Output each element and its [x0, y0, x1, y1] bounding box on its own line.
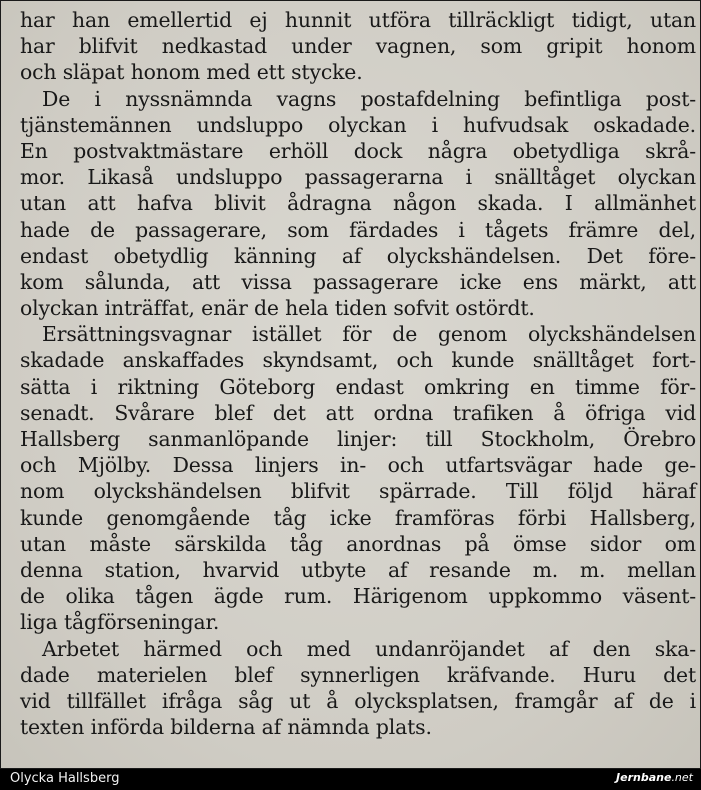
text-line: kunde genomgående tåg icke framföras förbi Hallsberg, — [20, 505, 696, 530]
text-line: liga tågförseningar. — [20, 610, 220, 635]
site-watermark-suffix: .net — [671, 771, 693, 784]
text-line: endast obetydlig känning af olyckshändelsen. Det före- — [20, 243, 696, 268]
text-line: nom olyckshändelsen blifvit spärrade. Till följd häraf — [20, 479, 696, 504]
text-line: utan att hafva blivit ådragna någon skada. I allmänhet — [20, 191, 696, 216]
text-line: kom sålunda, att vissa passagerare icke ens märkt, att — [20, 269, 696, 294]
text-line: De i nyssnämnda vagns postafdelning befintliga post- — [42, 86, 696, 111]
text-line: Hallsberg sanmanlöpande linjer: till Stockholm, Örebro — [20, 427, 696, 451]
site-watermark-name: Jernbane — [616, 771, 672, 784]
text-line: sätta i riktning Göteborg endast omkring en timme för- — [20, 374, 696, 399]
text-line: denna station, hvarvid utbyte af resande m. m. mellan — [20, 557, 696, 582]
site-watermark — [616, 771, 693, 784]
body-text — [20, 7, 696, 740]
text-line: har han emellertid ej hunnit utföra tillräckligt tidigt, utan — [20, 8, 696, 32]
text-line: utan måste särskilda tåg anordnas på ömse sidor om — [20, 531, 696, 556]
text-line: skadade anskaffades skyndsamt, och kunde snälltåget fort- — [20, 348, 696, 373]
text-line: tjänstemännen undsluppo olyckan i hufvudsak oskadade. — [20, 112, 696, 137]
scanned-page — [1, 1, 700, 768]
text-line: Arbetet härmed och med undanröjandet af den ska- — [42, 636, 696, 661]
text-line: och släpat honom med ett stycke. — [20, 60, 363, 85]
text-line: de olika tågen ägde rum. Härigenom uppkommo väsent- — [20, 584, 696, 609]
text-line: och Mjölby. Dessa linjers in- och utfartsvägar hade ge- — [20, 453, 696, 478]
text-line: Ersättningsvagnar istället för de genom olyckshändelsen — [42, 322, 696, 347]
text-line: olyckan inträffat, enär de hela tiden sofvit ostördt. — [20, 296, 535, 321]
text-line: En postvaktmästare erhöll dock några obetydliga skrå- — [20, 138, 696, 163]
text-line: har blifvit nedkastad under vagnen, som gripit honom — [20, 34, 696, 59]
text-line: texten införda bilderna af nämnda plats. — [20, 715, 432, 740]
text-line: senadt. Svårare blef det att ordna trafiken å öfriga vid — [20, 400, 696, 425]
image-caption: Olycka Hallsberg — [10, 771, 120, 786]
text-line: vid tillfället ifråga såg ut å olycksplatsen, framgår af de i — [20, 688, 696, 713]
text-line: hade de passagerare, som färdades i tågets främre del, — [20, 217, 696, 242]
text-line: dade materielen blef synnerligen kräfvande. Huru det — [20, 662, 696, 687]
text-line: mor. Likaså undsluppo passagerarna i snälltåget olyckan — [20, 165, 696, 190]
footer-bar — [0, 769, 701, 790]
